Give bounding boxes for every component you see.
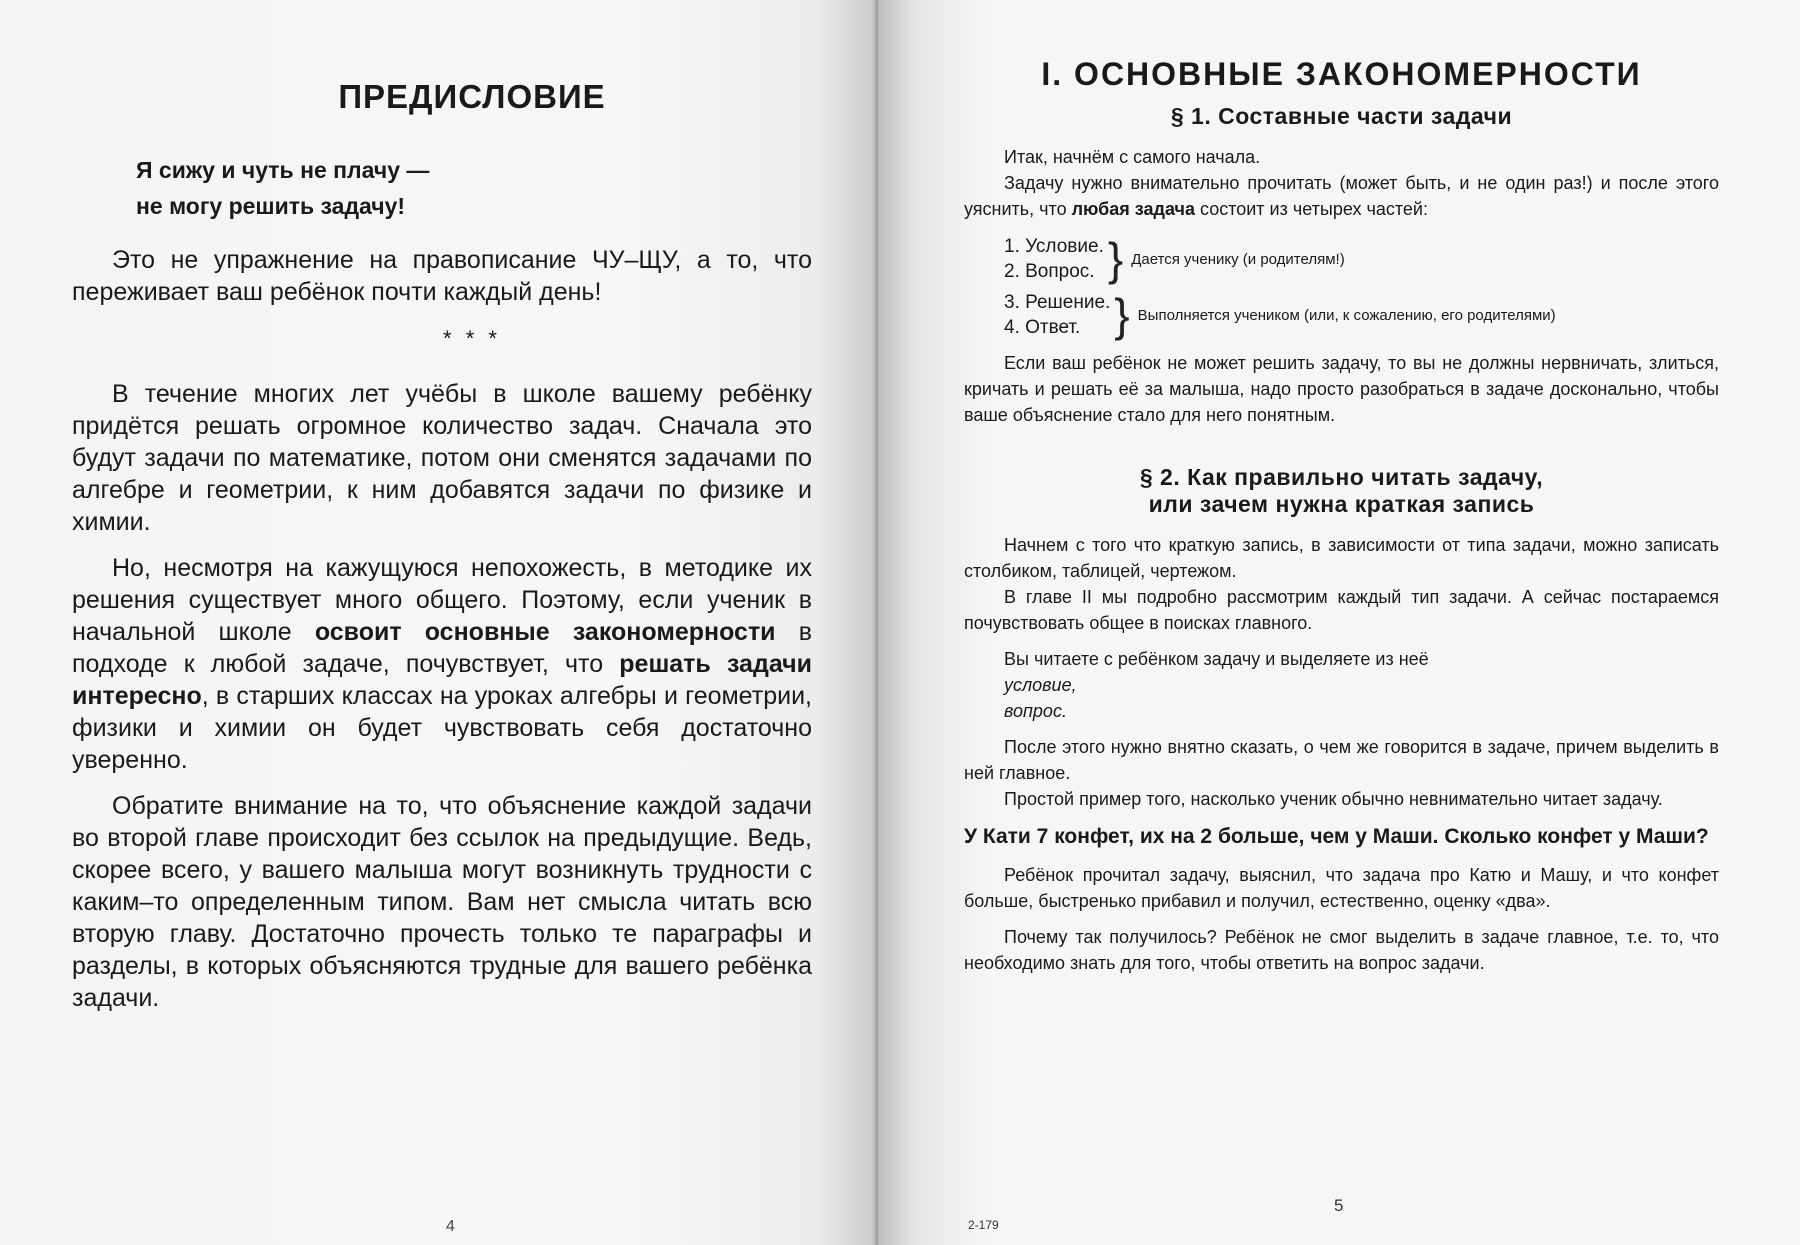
example-task: У Кати 7 конфет, их на 2 больше, чем у Маши. Сколько конфет у Маши? (964, 825, 1709, 848)
section-heading: или зачем нужна краткая запись (1148, 491, 1535, 517)
paragraph: Простой пример того, насколько ученик обычно невнимательно читает задачу. (1004, 789, 1663, 809)
brace-icon: } (1114, 289, 1130, 341)
paragraph: Ребёнок прочитал задачу, выяснил, что задача про Катю и Машу, и что конфет больше, быстренько прибавил и получил, естественно, оценку «два». (964, 865, 1719, 911)
paragraph: Почему так получилось? Ребёнок не смог выделить в задаче главное, т.е. то, что необходимо знать для того, чтобы ответить на вопрос задачи. (964, 927, 1719, 973)
italic-item: вопрос. (1004, 701, 1067, 721)
page-number: 4 (446, 1218, 455, 1235)
text: , в старших классах на уроках алгебры и геометрии, физики и химии он будет чувствовать себя достаточно уверенно. (72, 682, 812, 774)
section-heading: § 1. Составные части задачи (1170, 103, 1513, 129)
text: Задачу нужно внимательно прочитать (может быть, и не один раз!) и после этого уяснить, что (964, 173, 1719, 219)
parts-group (1004, 234, 1719, 284)
list-item: 3. Решение. (1004, 292, 1111, 313)
bold-text: решать задачи интересно (72, 650, 812, 710)
parts-group (1004, 290, 1719, 340)
brace-note: Дается ученику (и родителям!) (1131, 250, 1345, 268)
section-heading: § 2. Как правильно читать задачу, (1139, 464, 1544, 490)
left-page-content (72, 78, 812, 1014)
epigraph-line: не могу решить задачу! (136, 193, 406, 219)
text: Но, несмотря на кажущуюся непохожесть, в методике их решения существует много общего. Поэтому, если ученик в начальной школе (72, 554, 812, 646)
intro-paragraph: Это не упражнение на правописание ЧУ–ЩУ, а то, что переживает ваш ребёнок почти каждый день! (72, 246, 812, 306)
paragraph: Если ваш ребёнок не может решить задачу, то вы не должны нервничать, злиться, кричать и решать её за малыша, надо просто разобраться в задаче досконально, чтобы ваше объяснение стало для него понятным. (964, 353, 1719, 425)
print-code: 2-179 (968, 1218, 999, 1232)
brace-icon: } (1107, 233, 1124, 285)
text: в подходе к любой задаче, почувствует, что (72, 618, 812, 678)
paragraph: В главе II мы подробно рассмотрим каждый тип задачи. А сейчас постараемся почувствовать общее в поисках главного. (964, 587, 1719, 633)
preface-title: ПРЕДИСЛОВИЕ (338, 78, 606, 115)
chapter-title: I. ОСНОВНЫЕ ЗАКОНОМЕРНОСТИ (1041, 56, 1642, 92)
list-item: 1. Условие. (1004, 236, 1104, 257)
paragraph: Начнем с того что краткую запись, в зависимости от типа задачи, можно записать столбиком, таблицей, чертежом. (964, 535, 1719, 581)
text: состоит из четырех частей: (1194, 199, 1428, 219)
task-parts-list (1004, 234, 1719, 340)
paragraph: Обратите внимание на то, что объяснение каждой задачи во второй главе происходит без ссылок на предыдущие. Ведь, скорее всего, у вашего малыша могут возникнуть трудности с каким–то определенным типом. Вам нет смысла читать всю вторую главу. Достаточно прочесть только те параграфы и разделы, в которых объясняются трудные для вашего ребёнка задачи. (72, 792, 812, 1012)
right-page-content (964, 56, 1719, 976)
list-item: 2. Вопрос. (1004, 261, 1095, 282)
bold-text: освоит основные закономерности (314, 618, 776, 646)
left-page (0, 0, 878, 1245)
epigraph (136, 152, 812, 224)
paragraph: Вы читаете с ребёнком задачу и выделяете из неё (1004, 649, 1429, 669)
paragraph: После этого нужно внятно сказать, о чем же говорится в задаче, причем выделить в ней главное. (964, 737, 1719, 783)
paragraph (72, 552, 812, 776)
epigraph-line: Я сижу и чуть не плачу — (136, 157, 430, 183)
paragraph (964, 170, 1719, 222)
section-separator: * * * (443, 326, 501, 351)
right-page (878, 0, 1800, 1245)
italic-item: условие, (1004, 675, 1077, 695)
paragraph: В течение многих лет учёбы в школе вашему ребёнку придётся решать огромное количество задач. Сначала это будут задачи по математике, потом они сменятся задачами по алгебре и геометрии, к ним добавятся задачи по физике и химии. (72, 380, 812, 536)
bold-text: любая задача (1071, 199, 1195, 219)
paragraph: Итак, начнём с самого начала. (1004, 147, 1261, 167)
brace-note: Выполняется учеником (или, к сожалению, его родителями) (1137, 306, 1556, 324)
list-item: 4. Ответ. (1004, 317, 1081, 338)
page-number: 5 (1334, 1196, 1344, 1215)
